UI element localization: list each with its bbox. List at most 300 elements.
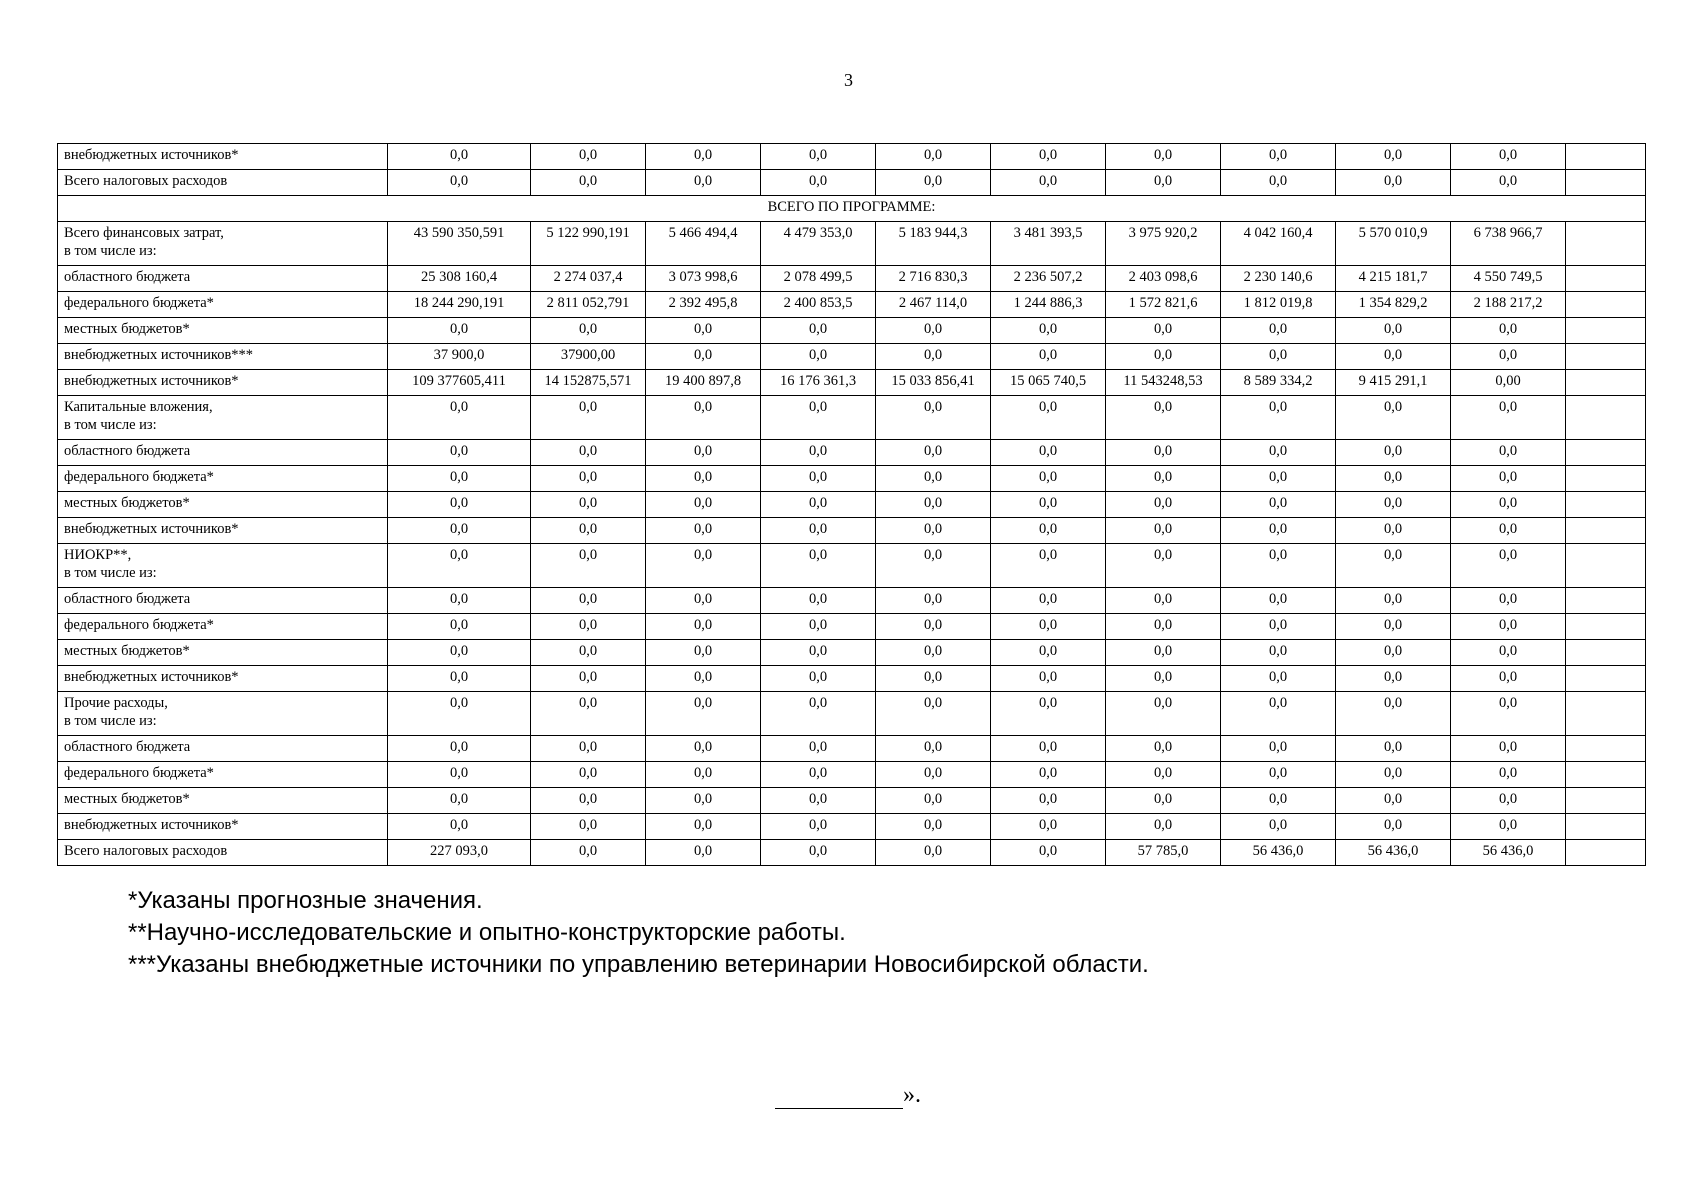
table-cell: 0,0	[1451, 788, 1566, 814]
table-cell: 0,0	[991, 788, 1106, 814]
table-row	[58, 736, 1646, 762]
table-cell: 0,0	[1451, 466, 1566, 492]
table-row	[58, 762, 1646, 788]
row-label: внебюджетных источников*	[58, 666, 388, 692]
table-cell: 0,0	[1106, 666, 1221, 692]
table-row	[58, 344, 1646, 370]
footnotes	[128, 885, 1149, 981]
table-cell: 0,0	[1221, 396, 1336, 440]
row-label: внебюджетных источников*	[58, 144, 388, 170]
section-row	[58, 196, 1646, 222]
table-cell: 0,0	[1106, 588, 1221, 614]
table-cell: 0,0	[1336, 396, 1451, 440]
table-cell: 3 481 393,5	[991, 222, 1106, 266]
table-row	[58, 544, 1646, 588]
table-cell: 0,0	[388, 736, 531, 762]
table-cell: 0,0	[1106, 492, 1221, 518]
table-cell: 0,0	[1336, 788, 1451, 814]
table-cell: 0,0	[1221, 492, 1336, 518]
table-cell: 0,0	[1451, 666, 1566, 692]
table-cell: 0,0	[1106, 144, 1221, 170]
table-cell	[1566, 614, 1646, 640]
table-cell: 0,0	[646, 440, 761, 466]
table-cell: 0,0	[388, 762, 531, 788]
table-cell: 0,0	[876, 692, 991, 736]
row-label: областного бюджета	[58, 440, 388, 466]
table-cell: 0,0	[646, 640, 761, 666]
table-cell: 0,0	[1336, 544, 1451, 588]
table-cell: 0,0	[1106, 518, 1221, 544]
table-row	[58, 222, 1646, 266]
row-label: местных бюджетов*	[58, 640, 388, 666]
table-cell: 0,0	[646, 492, 761, 518]
table-cell: 43 590 350,591	[388, 222, 531, 266]
table-cell: 0,0	[991, 814, 1106, 840]
table-cell: 8 589 334,2	[1221, 370, 1336, 396]
table-body	[58, 144, 1646, 866]
table-cell: 9 415 291,1	[1336, 370, 1451, 396]
table-cell: 0,0	[646, 144, 761, 170]
table-cell: 37900,00	[531, 344, 646, 370]
row-label: внебюджетных источников***	[58, 344, 388, 370]
table-cell: 0,0	[1336, 666, 1451, 692]
table-cell: 0,0	[1221, 614, 1336, 640]
table-cell: 0,0	[1106, 736, 1221, 762]
row-label: Всего финансовых затрат, в том числе из:	[58, 222, 388, 266]
table-cell: 0,0	[876, 396, 991, 440]
table-cell: 227 093,0	[388, 840, 531, 866]
table-cell: 0,0	[1221, 318, 1336, 344]
table-cell	[1566, 170, 1646, 196]
table-cell: 0,0	[1451, 692, 1566, 736]
table-cell: 0,0	[761, 692, 876, 736]
table-cell: 0,0	[388, 318, 531, 344]
table-cell: 0,0	[1221, 466, 1336, 492]
table-cell: 0,0	[531, 692, 646, 736]
table-row	[58, 814, 1646, 840]
table-cell: 0,0	[876, 344, 991, 370]
table-cell: 0,0	[1221, 170, 1336, 196]
table-cell: 0,0	[646, 736, 761, 762]
table-cell: 0,0	[1451, 170, 1566, 196]
table-cell: 2 188 217,2	[1451, 292, 1566, 318]
table-cell: 0,0	[388, 144, 531, 170]
table-cell: 0,0	[761, 396, 876, 440]
section-title: ВСЕГО ПО ПРОГРАММЕ:	[58, 196, 1646, 222]
table-cell	[1566, 266, 1646, 292]
table-cell: 0,0	[1221, 440, 1336, 466]
table-cell: 0,0	[761, 588, 876, 614]
table-cell: 0,0	[761, 144, 876, 170]
table-cell: 0,0	[1221, 640, 1336, 666]
table-cell: 0,0	[646, 544, 761, 588]
row-label: местных бюджетов*	[58, 318, 388, 344]
table-cell: 0,0	[991, 588, 1106, 614]
table-cell: 6 738 966,7	[1451, 222, 1566, 266]
table-cell: 0,0	[876, 544, 991, 588]
table-cell: 0,0	[531, 640, 646, 666]
table-cell: 0,0	[1221, 666, 1336, 692]
table-cell	[1566, 588, 1646, 614]
row-label: внебюджетных источников*	[58, 518, 388, 544]
table-cell: 0,0	[876, 614, 991, 640]
table-cell: 2 230 140,6	[1221, 266, 1336, 292]
table-cell: 0,0	[531, 170, 646, 196]
table-cell: 0,0	[991, 840, 1106, 866]
table-cell: 0,0	[1336, 762, 1451, 788]
table-cell: 0,0	[761, 840, 876, 866]
footnote-niokr: **Научно-исследовательские и опытно-конструкторские работы.	[128, 919, 846, 946]
table-cell: 0,0	[388, 588, 531, 614]
table-cell: 0,0	[531, 736, 646, 762]
table-cell: 0,0	[761, 440, 876, 466]
table-cell	[1566, 466, 1646, 492]
table-cell: 1 354 829,2	[1336, 292, 1451, 318]
table-cell: 0,0	[991, 614, 1106, 640]
table-cell: 0,0	[646, 814, 761, 840]
table-row	[58, 466, 1646, 492]
table-cell: 0,0	[531, 492, 646, 518]
table-cell: 0,0	[646, 396, 761, 440]
table-cell: 0,0	[388, 440, 531, 466]
table-cell: 4 042 160,4	[1221, 222, 1336, 266]
table-cell: 5 570 010,9	[1336, 222, 1451, 266]
table-cell: 0,0	[1106, 396, 1221, 440]
table-row	[58, 492, 1646, 518]
table-cell: 0,0	[876, 440, 991, 466]
table-cell: 0,0	[991, 762, 1106, 788]
table-cell: 0,0	[1106, 692, 1221, 736]
table-cell: 0,0	[531, 518, 646, 544]
row-label: внебюджетных источников*	[58, 814, 388, 840]
table-cell: 2 716 830,3	[876, 266, 991, 292]
table-cell	[1566, 492, 1646, 518]
table-cell: 0,0	[991, 640, 1106, 666]
table-cell: 5 183 944,3	[876, 222, 991, 266]
table-cell: 0,0	[646, 692, 761, 736]
table-cell: 14 152875,571	[531, 370, 646, 396]
table-cell: 19 400 897,8	[646, 370, 761, 396]
table-cell: 15 033 856,41	[876, 370, 991, 396]
table-cell: 2 392 495,8	[646, 292, 761, 318]
table-cell: 0,0	[1336, 492, 1451, 518]
table-cell: 0,0	[1221, 144, 1336, 170]
table-cell: 2 078 499,5	[761, 266, 876, 292]
table-cell: 0,0	[876, 840, 991, 866]
closing-quote: ».	[903, 1082, 921, 1108]
table-row	[58, 518, 1646, 544]
table-cell: 0,0	[531, 814, 646, 840]
table-cell: 15 065 740,5	[991, 370, 1106, 396]
table-row	[58, 588, 1646, 614]
table-cell: 16 176 361,3	[761, 370, 876, 396]
table-cell: 0,0	[761, 170, 876, 196]
table-cell	[1566, 840, 1646, 866]
table-cell: 2 403 098,6	[1106, 266, 1221, 292]
row-label: Всего налоговых расходов	[58, 170, 388, 196]
table-cell: 0,0	[1451, 736, 1566, 762]
table-cell: 56 436,0	[1451, 840, 1566, 866]
table-cell: 0,0	[1336, 344, 1451, 370]
table-row	[58, 144, 1646, 170]
table-cell: 0,0	[1106, 170, 1221, 196]
table-cell: 0,00	[1451, 370, 1566, 396]
table-cell	[1566, 396, 1646, 440]
table-cell: 0,0	[1221, 344, 1336, 370]
table-cell: 0,0	[1106, 344, 1221, 370]
table-cell: 0,0	[991, 692, 1106, 736]
table-cell: 0,0	[991, 666, 1106, 692]
table-cell: 4 550 749,5	[1451, 266, 1566, 292]
table-cell: 0,0	[761, 736, 876, 762]
table-cell: 0,0	[876, 518, 991, 544]
table-cell: 0,0	[876, 466, 991, 492]
table-cell	[1566, 370, 1646, 396]
row-label: областного бюджета	[58, 588, 388, 614]
table-cell: 0,0	[761, 614, 876, 640]
table-cell: 0,0	[1336, 318, 1451, 344]
table-cell: 0,0	[1336, 466, 1451, 492]
table-cell: 0,0	[876, 736, 991, 762]
table-cell	[1566, 692, 1646, 736]
table-cell: 0,0	[646, 762, 761, 788]
table-cell: 0,0	[388, 788, 531, 814]
table-cell: 0,0	[1451, 318, 1566, 344]
table-cell: 0,0	[1336, 440, 1451, 466]
table-cell: 0,0	[531, 440, 646, 466]
table-cell: 0,0	[1451, 518, 1566, 544]
table-cell: 0,0	[531, 666, 646, 692]
table-cell: 0,0	[991, 440, 1106, 466]
table-cell: 0,0	[1106, 788, 1221, 814]
table-cell: 0,0	[1221, 788, 1336, 814]
table-cell: 0,0	[531, 396, 646, 440]
table-cell	[1566, 788, 1646, 814]
row-label: Прочие расходы, в том числе из:	[58, 692, 388, 736]
table-cell: 3 073 998,6	[646, 266, 761, 292]
table-cell: 0,0	[646, 518, 761, 544]
table-cell: 0,0	[876, 492, 991, 518]
table-cell: 0,0	[1106, 440, 1221, 466]
table-row	[58, 266, 1646, 292]
table-cell: 0,0	[388, 396, 531, 440]
table-cell: 0,0	[1221, 762, 1336, 788]
table-cell: 0,0	[991, 344, 1106, 370]
table-row	[58, 640, 1646, 666]
table-row	[58, 370, 1646, 396]
table-cell: 0,0	[991, 466, 1106, 492]
table-cell: 37 900,0	[388, 344, 531, 370]
table-cell: 0,0	[1221, 692, 1336, 736]
table-cell: 0,0	[991, 544, 1106, 588]
table-cell: 56 436,0	[1336, 840, 1451, 866]
table-cell: 0,0	[1336, 814, 1451, 840]
table-cell: 0,0	[646, 588, 761, 614]
table-cell: 0,0	[876, 318, 991, 344]
table-row	[58, 788, 1646, 814]
table-cell: 0,0	[1106, 318, 1221, 344]
row-label: областного бюджета	[58, 736, 388, 762]
table-cell: 0,0	[1106, 814, 1221, 840]
table-cell: 0,0	[1336, 640, 1451, 666]
table-cell: 0,0	[761, 318, 876, 344]
table-cell	[1566, 762, 1646, 788]
table-cell	[1566, 222, 1646, 266]
table-cell	[1566, 736, 1646, 762]
table-cell: 0,0	[876, 640, 991, 666]
table-cell: 0,0	[388, 640, 531, 666]
table-cell: 2 236 507,2	[991, 266, 1106, 292]
table-cell: 0,0	[991, 318, 1106, 344]
table-cell: 0,0	[531, 466, 646, 492]
table-cell: 0,0	[531, 318, 646, 344]
program-finance-table	[57, 143, 1646, 866]
table-cell: 2 400 853,5	[761, 292, 876, 318]
row-label: местных бюджетов*	[58, 788, 388, 814]
table-cell: 3 975 920,2	[1106, 222, 1221, 266]
table-cell: 0,0	[1336, 518, 1451, 544]
table-cell: 0,0	[876, 814, 991, 840]
table-cell: 2 811 052,791	[531, 292, 646, 318]
table-cell: 0,0	[876, 788, 991, 814]
program-finance-table-wrap	[57, 143, 1645, 866]
table-cell: 0,0	[876, 170, 991, 196]
table-cell: 5 466 494,4	[646, 222, 761, 266]
row-label: НИОКР**, в том числе из:	[58, 544, 388, 588]
table-cell: 0,0	[1336, 692, 1451, 736]
table-cell: 5 122 990,191	[531, 222, 646, 266]
table-cell: 0,0	[1106, 466, 1221, 492]
table-row	[58, 440, 1646, 466]
table-cell: 0,0	[876, 144, 991, 170]
table-row	[58, 396, 1646, 440]
table-cell: 0,0	[1451, 344, 1566, 370]
row-label: федерального бюджета*	[58, 614, 388, 640]
table-cell: 0,0	[646, 170, 761, 196]
signature-line	[775, 1086, 903, 1109]
table-cell	[1566, 518, 1646, 544]
table-cell: 0,0	[761, 814, 876, 840]
table-cell: 0,0	[761, 492, 876, 518]
table-cell: 0,0	[388, 614, 531, 640]
table-cell: 0,0	[1106, 544, 1221, 588]
table-cell: 0,0	[1106, 640, 1221, 666]
table-cell: 0,0	[1221, 588, 1336, 614]
table-cell: 0,0	[1106, 614, 1221, 640]
table-row	[58, 666, 1646, 692]
table-row	[58, 614, 1646, 640]
table-cell: 0,0	[761, 788, 876, 814]
row-label: федерального бюджета*	[58, 762, 388, 788]
table-cell: 4 479 353,0	[761, 222, 876, 266]
table-cell: 1 572 821,6	[1106, 292, 1221, 318]
table-cell: 0,0	[1221, 736, 1336, 762]
table-cell: 0,0	[1451, 492, 1566, 518]
table-cell: 0,0	[531, 588, 646, 614]
table-cell: 0,0	[531, 840, 646, 866]
table-cell: 109 377605,411	[388, 370, 531, 396]
row-label: федерального бюджета*	[58, 292, 388, 318]
table-cell: 0,0	[388, 692, 531, 736]
table-cell	[1566, 144, 1646, 170]
table-row	[58, 170, 1646, 196]
table-cell: 0,0	[388, 518, 531, 544]
table-cell	[1566, 318, 1646, 344]
table-cell: 0,0	[1336, 614, 1451, 640]
table-cell: 0,0	[1451, 440, 1566, 466]
table-cell: 56 436,0	[1221, 840, 1336, 866]
page-number: 3	[844, 70, 853, 90]
table-cell: 0,0	[1336, 144, 1451, 170]
table-cell: 0,0	[761, 544, 876, 588]
table-row	[58, 840, 1646, 866]
table-cell: 0,0	[761, 518, 876, 544]
table-cell: 0,0	[1451, 396, 1566, 440]
table-cell: 0,0	[761, 666, 876, 692]
table-cell: 0,0	[646, 788, 761, 814]
table-cell: 2 274 037,4	[531, 266, 646, 292]
table-cell: 0,0	[761, 640, 876, 666]
table-cell	[1566, 666, 1646, 692]
table-row	[58, 692, 1646, 736]
table-cell: 57 785,0	[1106, 840, 1221, 866]
table-cell: 0,0	[388, 666, 531, 692]
table-cell: 0,0	[531, 788, 646, 814]
table-cell: 0,0	[1451, 588, 1566, 614]
footnote-offbudget: ***Указаны внебюджетные источники по управлению ветеринарии Новосибирской области.	[128, 951, 1149, 978]
table-cell: 11 543248,53	[1106, 370, 1221, 396]
table-cell: 0,0	[991, 396, 1106, 440]
table-cell: 0,0	[388, 492, 531, 518]
table-cell: 0,0	[531, 144, 646, 170]
table-cell: 0,0	[876, 666, 991, 692]
table-cell: 0,0	[761, 466, 876, 492]
closing-mark	[775, 1082, 921, 1109]
table-cell: 0,0	[388, 170, 531, 196]
table-cell: 0,0	[1221, 814, 1336, 840]
table-cell: 0,0	[1336, 170, 1451, 196]
table-cell: 1 812 019,8	[1221, 292, 1336, 318]
table-cell: 0,0	[531, 544, 646, 588]
table-cell: 0,0	[1451, 814, 1566, 840]
table-cell: 0,0	[991, 144, 1106, 170]
table-cell: 0,0	[646, 318, 761, 344]
table-cell: 0,0	[646, 840, 761, 866]
table-cell: 0,0	[1221, 518, 1336, 544]
table-cell: 25 308 160,4	[388, 266, 531, 292]
table-cell: 0,0	[991, 736, 1106, 762]
row-label: Всего налоговых расходов	[58, 840, 388, 866]
table-cell	[1566, 344, 1646, 370]
table-cell: 18 244 290,191	[388, 292, 531, 318]
table-cell: 0,0	[388, 544, 531, 588]
table-cell: 0,0	[646, 344, 761, 370]
row-label: федерального бюджета*	[58, 466, 388, 492]
table-cell: 0,0	[761, 344, 876, 370]
table-cell: 0,0	[876, 762, 991, 788]
table-row	[58, 318, 1646, 344]
row-label: областного бюджета	[58, 266, 388, 292]
table-cell: 0,0	[646, 466, 761, 492]
table-cell: 0,0	[531, 762, 646, 788]
row-label: местных бюджетов*	[58, 492, 388, 518]
table-cell	[1566, 292, 1646, 318]
table-cell: 0,0	[646, 666, 761, 692]
table-cell: 0,0	[991, 492, 1106, 518]
table-cell: 0,0	[1336, 736, 1451, 762]
table-cell	[1566, 544, 1646, 588]
table-cell: 0,0	[646, 614, 761, 640]
